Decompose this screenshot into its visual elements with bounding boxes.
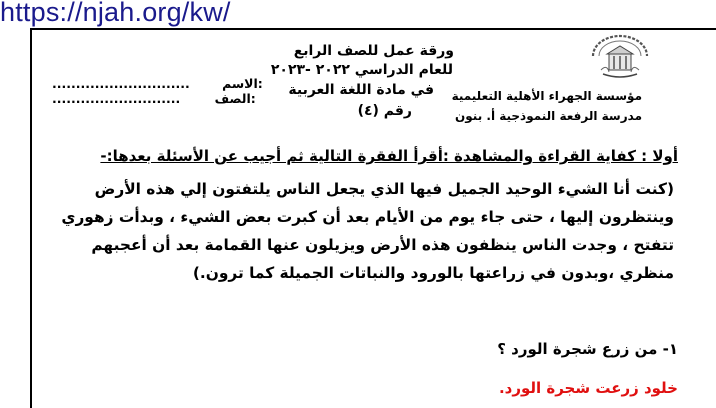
- question-1: ١- من زرع شجرة الورد ؟: [497, 340, 678, 358]
- paragraph-line: وينتظرون إليها ، حتى جاء يوم من الأيام بعد أن كبرت بعض الشيء ، وبدأت زهوري: [61, 208, 674, 226]
- class-dots: ...........................: [52, 91, 181, 106]
- org-name: مؤسسة الجهراء الأهلية التعليمية: [451, 89, 642, 103]
- answer-1: خلود زرعت شجرة الورد.: [498, 379, 678, 397]
- academic-year: للعام الدراسي ٢٠٢٢ -٢٠٢٣: [270, 62, 453, 78]
- section-title: أولا : كفاية القراءة والمشاهدة :أقرأ الفقرة التالية ثم أجيب عن الأسئلة بعدها:-: [100, 147, 678, 165]
- class-label: الصف:: [214, 91, 256, 106]
- worksheet-title: ورقة عمل للصف الرابع: [293, 43, 454, 59]
- paragraph-line: (كنت أنا الشيء الوحيد الجميل فيها الذي يجعل الناس يلتفتون إلي هذه الأرض: [94, 180, 674, 198]
- subject-line: في مادة اللغة العربية: [288, 82, 434, 98]
- name-label: الاسم:: [222, 76, 263, 91]
- paragraph-line: منظري ،وبدون في زراعتها بالورود والنباتات الجميلة كما ترون.): [192, 264, 674, 282]
- worksheet-number: رقم (٤): [357, 103, 412, 119]
- reading-paragraph: [39, 175, 674, 287]
- name-field: [52, 76, 263, 91]
- school-logo: [587, 34, 653, 84]
- name-dots: .............................: [52, 76, 190, 91]
- paragraph-line: تتفتح ، وجدت الناس ينظفون هذه الأرض ويزيلون عنها القمامة بعد أن أعجبهم: [91, 236, 674, 254]
- class-field: [52, 91, 256, 106]
- school-name: مدرسة الرفعة النموذجية أ. بنون: [455, 109, 642, 123]
- logo-emblem-icon: [587, 34, 653, 84]
- site-url-link[interactable]: https://njah.org/kw/: [0, 0, 231, 27]
